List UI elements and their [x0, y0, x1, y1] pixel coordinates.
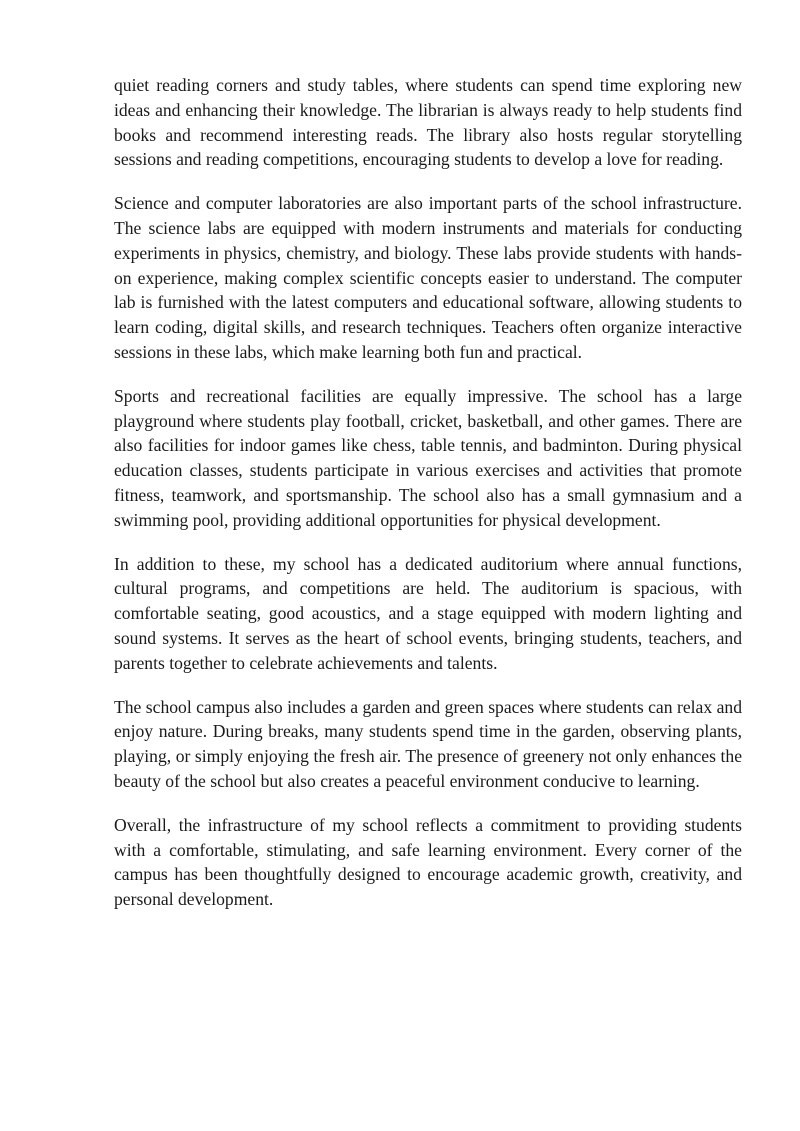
paragraph-sports: Sports and recreational facilities are equally impressive. The school has a large playground where students play football, cricket, basketball, and other games. There are also facilities for indoor games like chess, table tennis, and badminton. During physical education classes, students participate in various exercises and activities that promote fitness, teamwork, and sportsmanship. The school also has a small gymnasium and a swimming pool, providing additional opportunities for physical development.	[114, 385, 742, 530]
paragraph-garden: The school campus also includes a garden and green spaces where students can relax and enjoy nature. During breaks, many students spend time in the garden, observing plants, playing, or simply enjoying the fresh air. The presence of greenery not only enhances the beauty of the school but also creates a peaceful environment conducive to learning.	[114, 696, 742, 791]
paragraph-laboratories: Science and computer laboratories are also important parts of the school infrastructure. The science labs are equipped with modern instruments and materials for conducting experiments in physics, chemistry, and biology. These labs provide students with hands-on experience, making complex scientific concepts easier to understand. The computer lab is furnished with the latest computers and educational software, allowing students to learn coding, digital skills, and research techniques. Teachers often organize interactive sessions in these labs, which make learning both fun and practical.	[114, 193, 742, 362]
paragraph-auditorium: In addition to these, my school has a dedicated auditorium where annual functions, cultural programs, and competitions are held. The auditorium is spacious, with comfortable seating, good acoustics, and a stage equipped with modern lighting and sound systems. It serves as the heart of school events, bringing students, teachers, and parents together to celebrate achievements and talents.	[114, 553, 742, 673]
paragraph-library: quiet reading corners and study tables, where students can spend time exploring new ideas and enhancing their knowledge. The librarian is always ready to help students find books and recommend interesting reads. The library also hosts regular storytelling sessions and reading competitions, encouraging students to develop a love for reading.	[114, 75, 742, 170]
document-body	[114, 73, 742, 931]
paragraph-conclusion: Overall, the infrastructure of my school reflects a commitment to providing students with a comfortable, stimulating, and safe learning environment. Every corner of the campus has been thoughtfully designed to encourage academic growth, creativity, and personal development.	[114, 814, 742, 910]
